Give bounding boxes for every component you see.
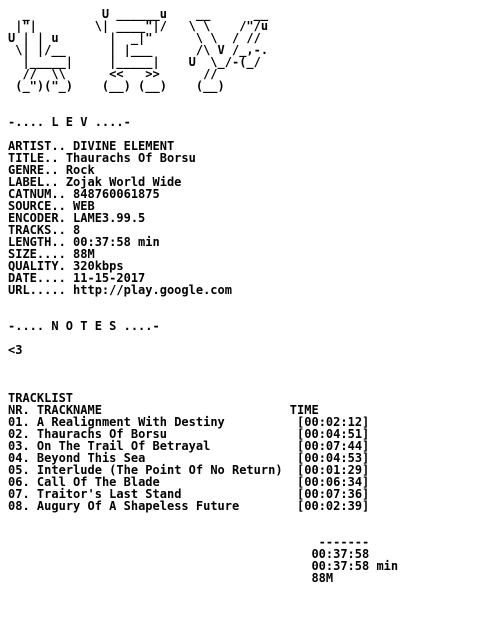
- info-label: ARTIST..: [8, 139, 66, 153]
- info-value: 320kbps: [73, 259, 124, 273]
- tracklist-heading: TRACKLIST: [8, 391, 74, 405]
- info-label: GENRE..: [8, 163, 59, 177]
- track-time: [00:01:29]: [297, 463, 370, 477]
- totals-separator: -------: [318, 535, 370, 549]
- info-value: Thaurachs Of Borsu: [65, 151, 196, 165]
- info-label: LABEL..: [8, 175, 59, 189]
- logo-line: U | | u | _|" \ \ / //: [8, 31, 261, 45]
- track-name: Call Of The Blade: [36, 475, 160, 489]
- info-label: DATE....: [8, 271, 66, 285]
- header-title: -.... L E V ....-: [8, 115, 131, 129]
- info-label: SOURCE..: [8, 199, 66, 213]
- notes-text: <3: [8, 343, 23, 357]
- track-name: Traitor's Last Stand: [36, 487, 182, 501]
- track-name: Interlude (The Point Of No Return): [36, 463, 283, 477]
- info-label: LENGTH..: [8, 235, 66, 249]
- notes-title: -.... N O T E S ....-: [8, 319, 160, 333]
- logo-line: |"| \| ____"|/ \ \ /"/u: [8, 19, 269, 33]
- info-value: 11-15-2017: [73, 271, 146, 285]
- info-label: QUALITY.: [8, 259, 66, 273]
- logo-line: |_____| |_____| U \_/-(_/: [8, 55, 261, 69]
- track-time: [00:02:39]: [297, 499, 370, 513]
- track-name: Augury Of A Shapeless Future: [36, 499, 240, 513]
- logo-line: _ U ______u __ __: [8, 7, 269, 21]
- track-row: [8, 500, 398, 512]
- info-value: Rock: [65, 163, 95, 177]
- logo-line: (_")("_) (__) (__) (__): [8, 79, 225, 93]
- info-label: SIZE....: [8, 247, 66, 261]
- info-label: ENCODER.: [8, 211, 66, 225]
- info-label: TRACKS..: [8, 223, 66, 237]
- track-name: On The Trail Of Betrayal: [36, 439, 211, 453]
- track-number: 04.: [8, 451, 30, 465]
- info-label: URL.....: [8, 283, 66, 297]
- track-number: 02.: [8, 427, 30, 441]
- info-value: http://play.google.com: [73, 283, 232, 297]
- info-value: 848760061875: [73, 187, 160, 201]
- track-number: 07.: [8, 487, 30, 501]
- info-value: 00:37:58 min: [73, 235, 160, 249]
- info-value: 88M: [73, 247, 95, 261]
- track-number: 05.: [8, 463, 30, 477]
- info-value: DIVINE ELEMENT: [73, 139, 175, 153]
- column-header-time: TIME: [289, 403, 319, 417]
- info-value: Zojak World Wide: [65, 175, 182, 189]
- total-length: 00:37:58 min: [311, 559, 399, 573]
- info-label: TITLE..: [8, 151, 59, 165]
- info-row: [8, 284, 398, 296]
- total-size: 88M: [311, 571, 334, 585]
- track-number: 08.: [8, 499, 30, 513]
- info-value: WEB: [73, 199, 95, 213]
- track-number: 03.: [8, 439, 30, 453]
- track-name: Beyond This Sea: [36, 451, 146, 465]
- nfo-document: [8, 8, 398, 584]
- track-time: [00:04:51]: [297, 427, 370, 441]
- track-time: [00:06:34]: [297, 475, 370, 489]
- track-name: A Realignment With Destiny: [36, 415, 225, 429]
- total-time: 00:37:58: [311, 547, 370, 561]
- track-time: [00:04:53]: [297, 451, 370, 465]
- track-time: [00:07:36]: [297, 487, 370, 501]
- info-value: LAME3.99.5: [73, 211, 146, 225]
- logo-line: // \\ << >> //: [8, 67, 218, 81]
- track-time: [00:02:12]: [297, 415, 370, 429]
- track-number: 01.: [8, 415, 30, 429]
- track-name: Thaurachs Of Borsu: [36, 427, 167, 441]
- info-label: CATNUM..: [8, 187, 66, 201]
- info-value: 8: [73, 223, 81, 237]
- column-header-trackname: TRACKNAME: [36, 403, 102, 417]
- track-number: 06.: [8, 475, 30, 489]
- column-header-nr: NR.: [8, 403, 30, 417]
- logo-line: \| |/__ | |___ /\ V /_,-.: [8, 43, 269, 57]
- track-time: [00:07:44]: [297, 439, 370, 453]
